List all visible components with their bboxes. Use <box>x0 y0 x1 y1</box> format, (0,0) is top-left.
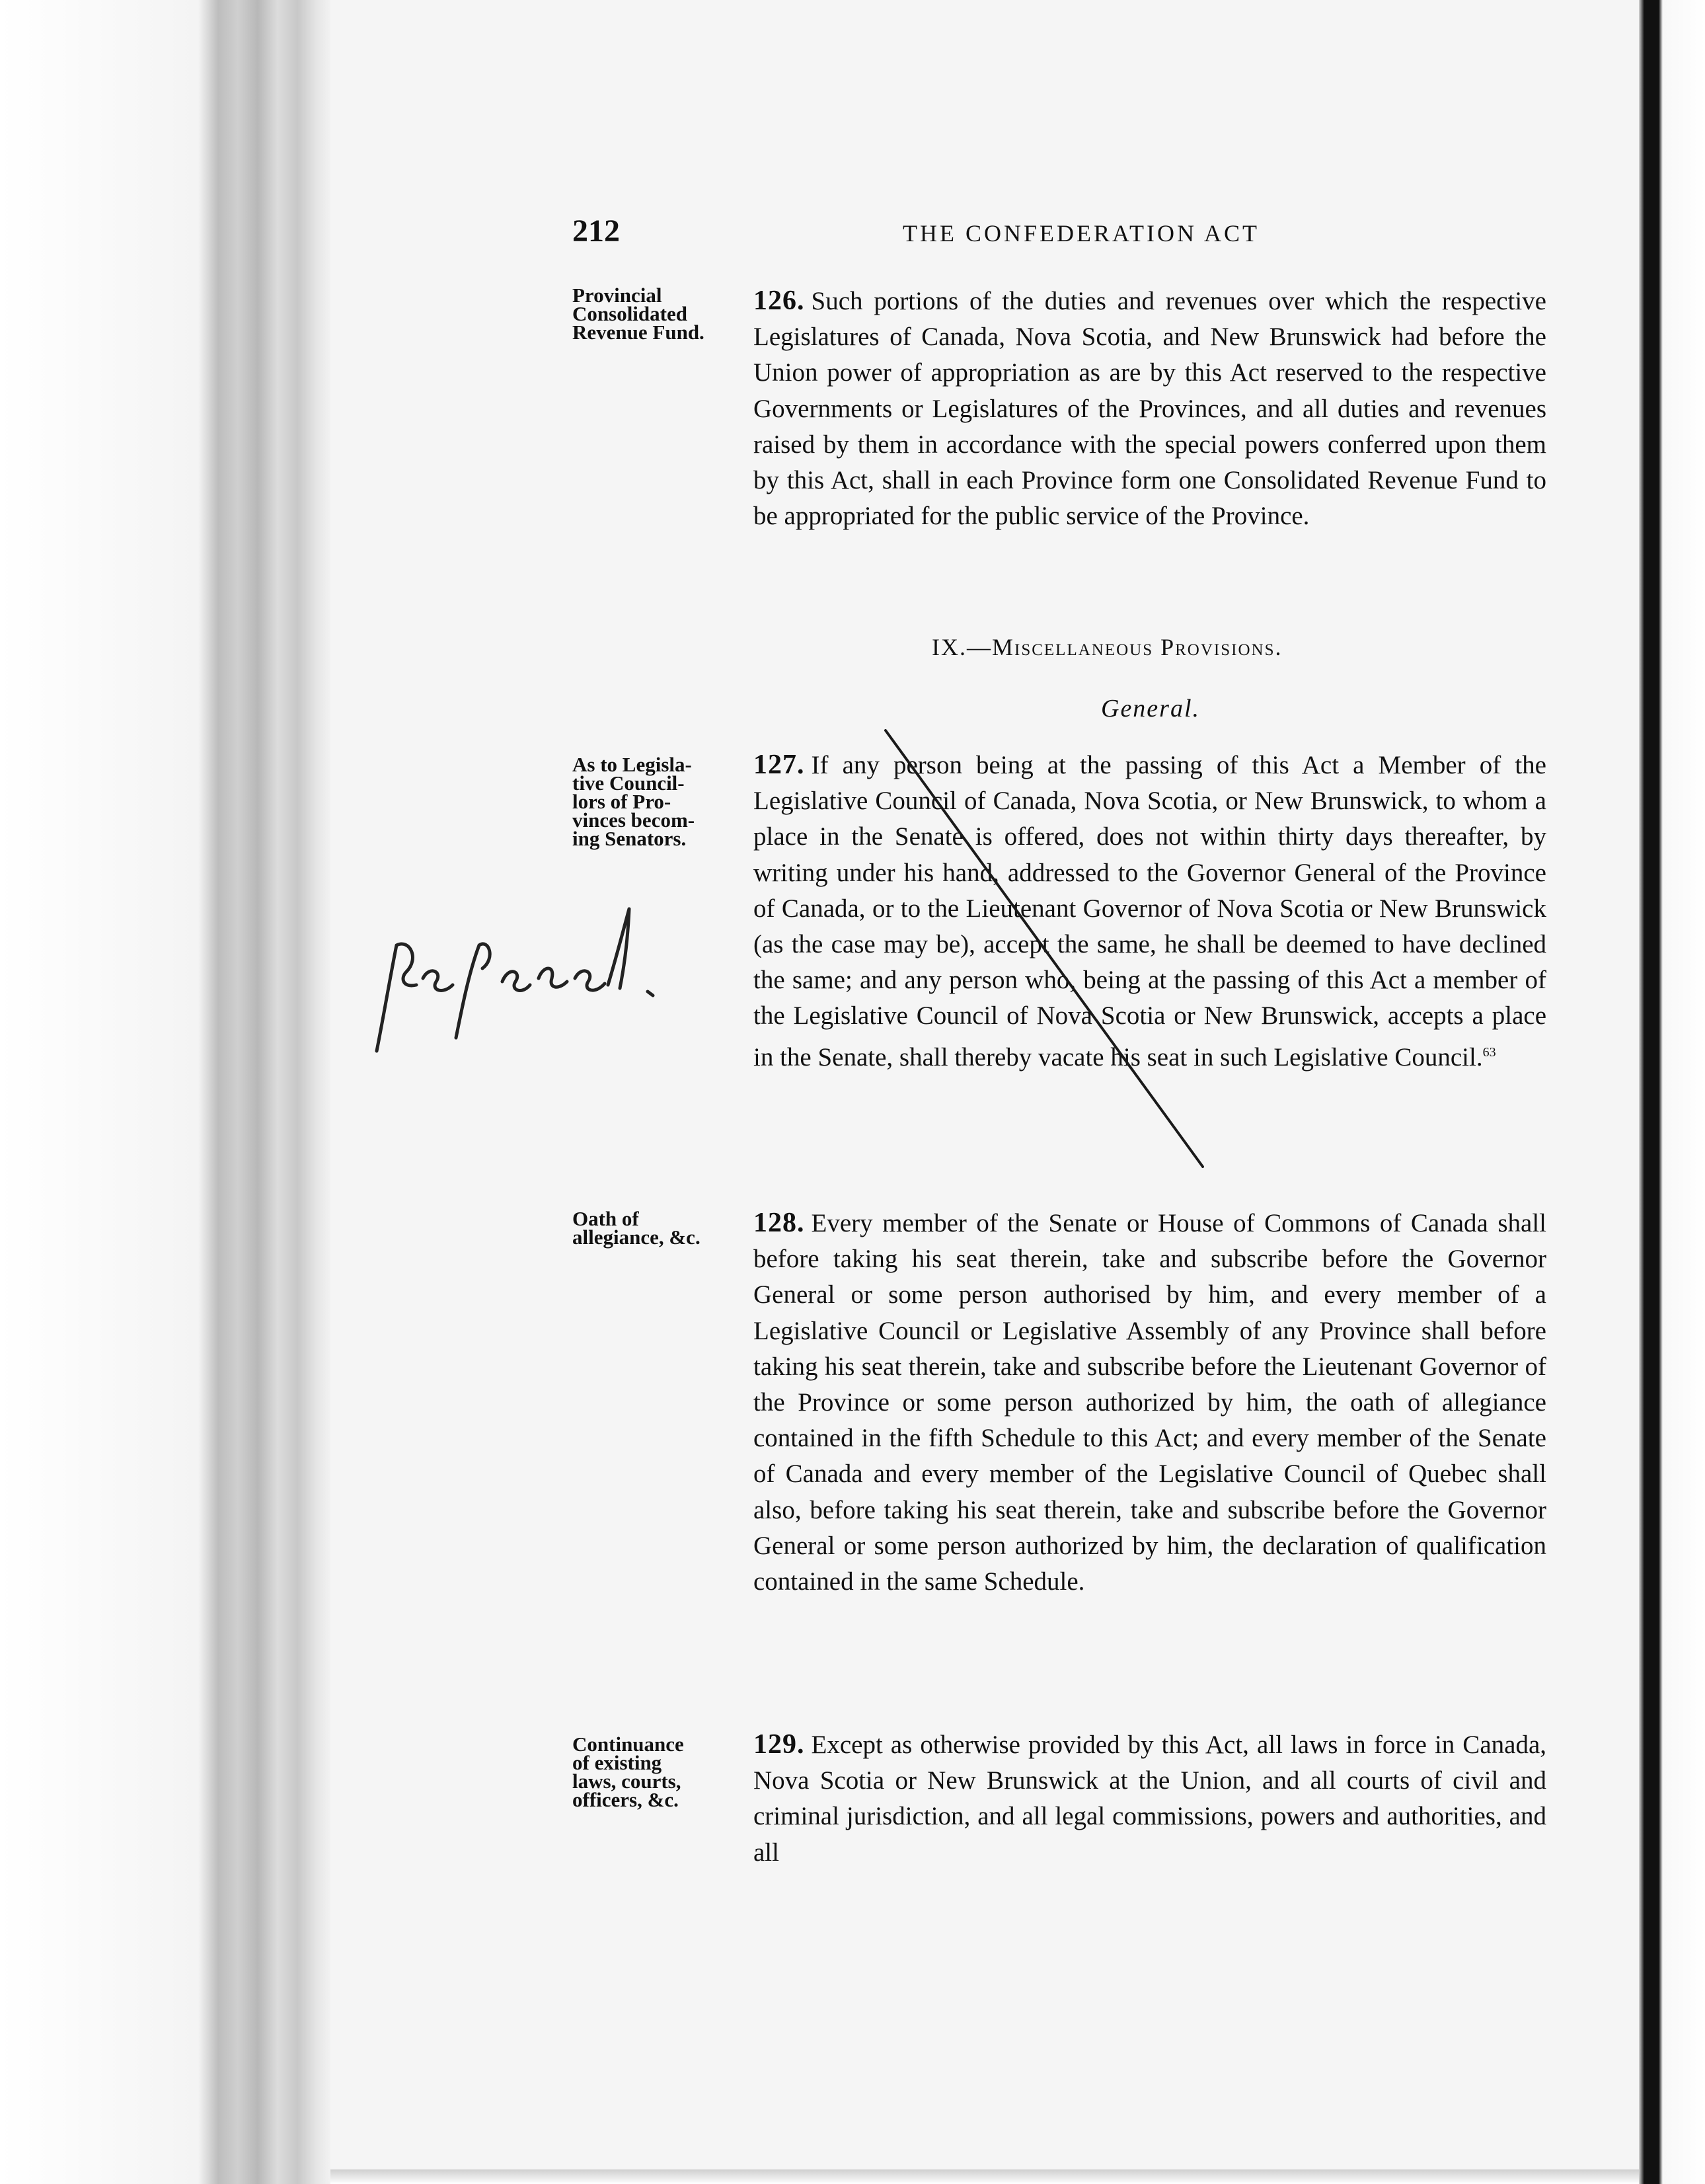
handwritten-repealed-annotation <box>357 873 674 1071</box>
running-head <box>572 213 1544 253</box>
margin-note-128: Oath of allegiance, &c. <box>572 1207 701 1249</box>
section-126 <box>753 283 1546 534</box>
part-heading: IX.—Miscellaneous Provisions. <box>932 634 1283 660</box>
section-128 <box>753 1205 1546 1600</box>
margin-note-129: Continuance of existing laws, courts, officers, &c. <box>572 1733 684 1811</box>
margin-note-127: As to Legisla- tive Council- lors of Pro- vinces becom- ing Senators. <box>572 753 695 850</box>
section-number: 128. <box>753 1208 805 1238</box>
section-129 <box>753 1727 1546 1871</box>
subheading: General. <box>1101 695 1201 722</box>
margin-note-126: Provincial Consolidated Revenue Fund. <box>572 284 704 344</box>
section-127 <box>753 747 1546 1075</box>
section-text: Such portions of the duties and revenues over which the respective Legislatures of Canada, Nova Scotia, and New Brunswick had before the Union power of appropriation as are by this Act reserved to the respective Governments or Legislatures of the Provinces, and all duties and revenues raised by them in accordance with the special powers conferred upon them by this Act, shall in each Province form one Consolidated Revenue Fund to be appropriated for the public service of the Province. <box>753 287 1546 531</box>
running-title: THE CONFEDERATION ACT <box>903 220 1260 247</box>
section-number: 127. <box>753 750 805 780</box>
footnote-marker: 63 <box>1482 1044 1496 1060</box>
section-text: Except as otherwise provided by this Act, all laws in force in Canada, Nova Scotia or New Brunswick at the Union, and all courts of civil and criminal jurisdiction, and all legal commissions, powers and authorities, and all <box>753 1731 1546 1867</box>
section-text: If any person being at the passing of this Act a Member of the Legislative Council of Canada, Nova Scotia, or New Brunswick, to whom a place in the Senate is offered, does not within thirty days thereafter, by writing under his hand, addressed to the Governor General of the Province of Canada, or to the Lieutenant Governor of Nova Scotia or New Brunswick (as the case may be), accept the same, he shall be deemed to have declined the same; and any person who, being at the passing of this Act a member of the Legislative Council of Nova Scotia or New Brunswick, accepts a place in the Senate, shall thereby vacate his seat in such Legislative Council. <box>753 751 1546 1072</box>
section-number: 126. <box>753 286 805 316</box>
book-page-stack <box>0 0 330 2184</box>
section-number: 129. <box>753 1729 805 1760</box>
book-gutter <box>1639 0 1705 2184</box>
page-bottom-edge <box>330 2169 1639 2184</box>
page-number: 212 <box>572 214 620 249</box>
section-text: Every member of the Senate or House of Commons of Canada shall before taking his seat therein, take and subscribe before the Governor General or some person authorised by him, and every member of a Legislative Council or Legislative Assembly of any Province shall before taking his seat therein, take and subscribe before the Lieutenant Governor of the Province or some person authorized by him, the oath of allegiance contained in the fifth Schedule to this Act; and every member of the Senate of Canada and every member of the Legislative Council of Quebec shall also, before taking his seat therein, take and subscribe before the Governor General or some person authorized by him, the declaration of qualification contained in the same Schedule. <box>753 1209 1546 1596</box>
